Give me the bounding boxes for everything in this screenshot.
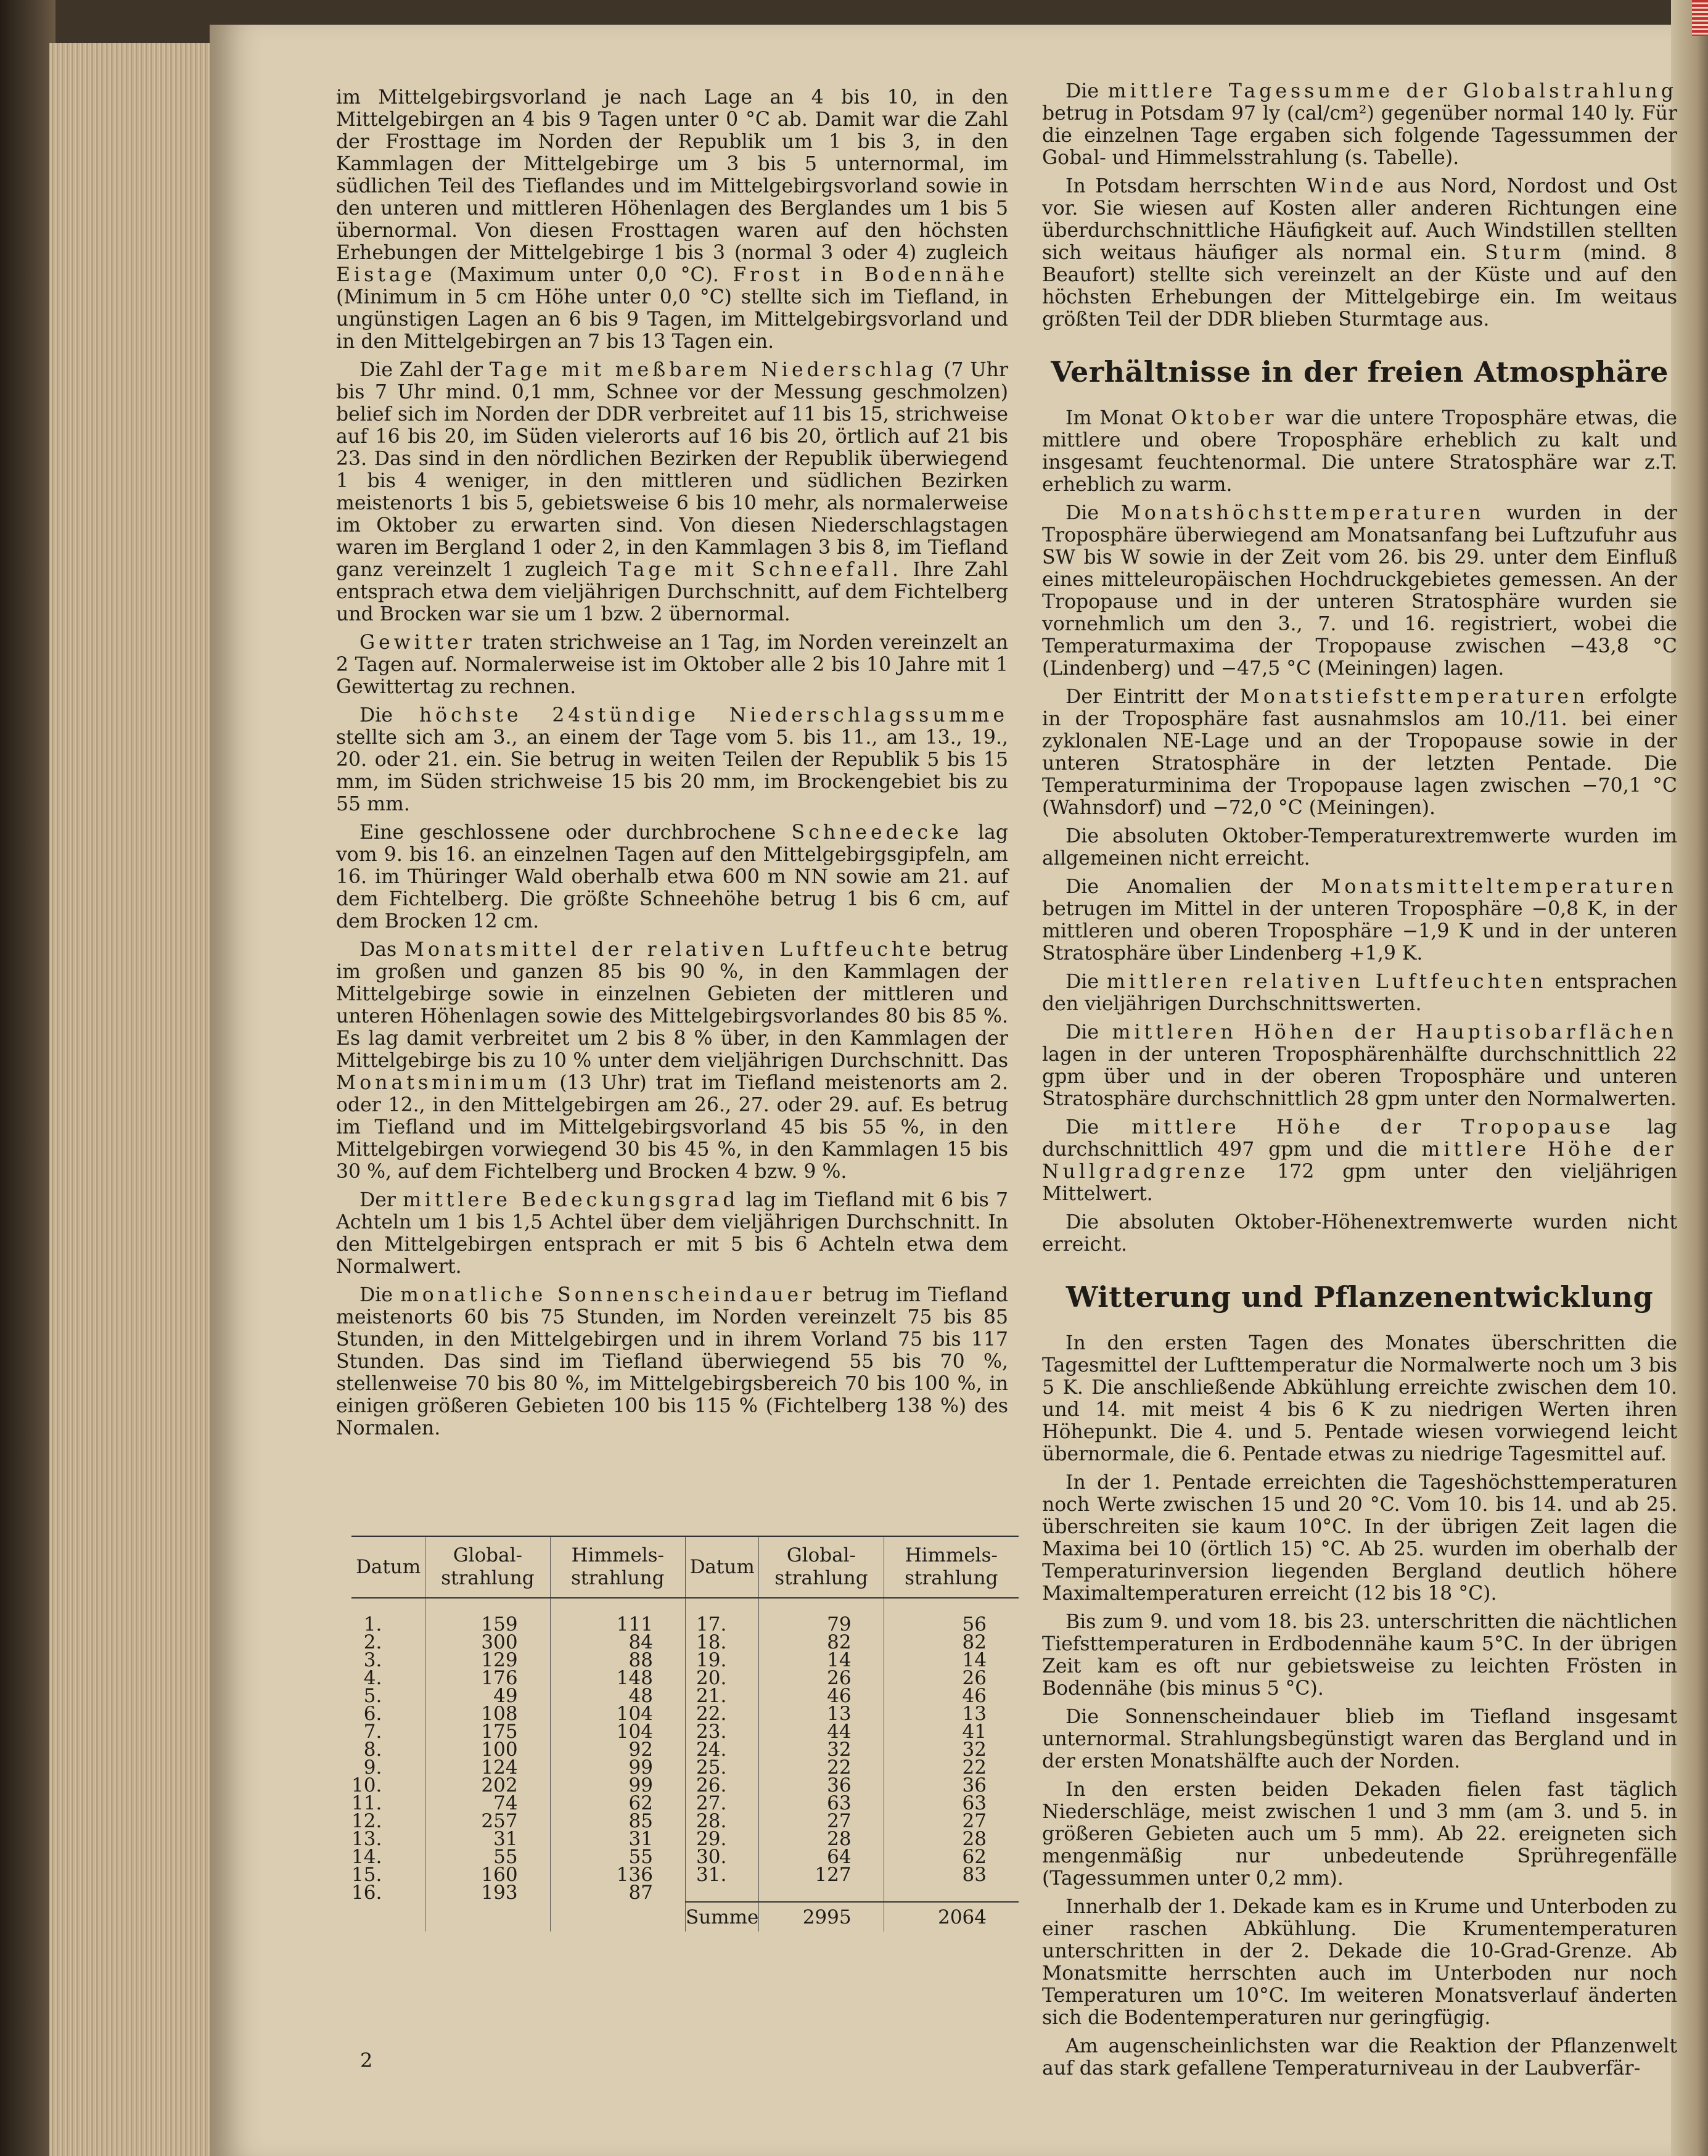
text: war die untere Troposphäre etwas, die mittlere und obere Troposphäre erheblich zu kalt und insgesamt feuchtenormal. Die untere Stratosphäre war z.T. erheblich zu warm. — [1042, 407, 1678, 496]
paragraph-hoechsttemperaturen — [1042, 502, 1677, 680]
spaced-term: Frost in Bodennähe — [733, 264, 1008, 286]
cell-global: 82 — [759, 1634, 884, 1652]
empty-cell — [550, 1902, 685, 1932]
cell-himmel: 92 — [550, 1741, 685, 1759]
cell-global: 175 — [425, 1723, 550, 1741]
spaced-term: mittleren relativen Luftfeuchten — [1106, 971, 1547, 993]
spaced-term: Sturm — [1485, 242, 1565, 264]
text: entsprachen den vieljährigen Durchschnittswerten. — [1042, 971, 1678, 1015]
paragraph-tiefsttemperaturen — [1042, 686, 1677, 819]
cell-global: 202 — [425, 1777, 550, 1795]
table-row — [351, 1705, 1019, 1723]
cell-global: 127 — [759, 1866, 884, 1884]
paragraph-globalstrahlung — [1042, 80, 1677, 169]
cell-himmel: 82 — [884, 1634, 1019, 1652]
cell-sum-global: 2995 — [759, 1902, 884, 1932]
cell-himmel: 104 — [550, 1723, 685, 1741]
cell-himmel: 27 — [884, 1812, 1019, 1830]
cell-datum: 31. — [685, 1866, 758, 1884]
right-text-column — [1042, 80, 1677, 2086]
text: traten strichweise an 1 Tag, im Norden vereinzelt an 2 Tagen auf. Normalerweise ist im Oktober alle 2 bis 10 Jahre mit 1 Gewittertag zu rechnen. — [336, 632, 1008, 698]
table-row — [351, 1830, 1019, 1848]
cell-himmel: 48 — [550, 1687, 685, 1705]
cell-global: 100 — [425, 1741, 550, 1759]
cell-global: 22 — [759, 1759, 884, 1777]
paragraph-temperaturextremwerte: Die absoluten Oktober-Temperaturextremwerte wurden im allgemeinen nicht erreicht. — [1042, 825, 1677, 870]
cell-datum: 6. — [363, 1703, 382, 1725]
spaced-term: Tage mit meßbarem Niederschlag — [489, 359, 937, 381]
text: Der Eintritt der — [1065, 686, 1229, 708]
text: lag durchschnittlich 497 gpm und die — [1042, 1116, 1678, 1161]
paragraph-frost — [336, 86, 1008, 353]
table-row — [351, 1723, 1019, 1741]
cell-datum: 2. — [363, 1631, 382, 1653]
cell-datum — [685, 1884, 758, 1902]
paragraph-bedeckungsgrad — [336, 1189, 1008, 1278]
cell-datum: 4. — [363, 1667, 382, 1689]
table-row — [351, 1777, 1019, 1795]
table-row — [351, 1669, 1019, 1687]
table-row — [351, 1795, 1019, 1812]
spaced-term: mittlere Tagessumme der Globalstrahlung — [1107, 80, 1678, 102]
cell-datum: 9. — [363, 1756, 382, 1779]
text: betrug in Potsdam 97 ly (cal/cm²) gegenüber normal 140 ly. Für die einzelnen Tage ergaben sich folgende Tagessummen der Gobal- und Himmelsstrahlung (s. Tabelle). — [1042, 102, 1677, 169]
cell-datum: 19. — [685, 1652, 758, 1669]
cell-global: 79 — [759, 1598, 884, 1634]
cell-datum: 30. — [685, 1848, 758, 1866]
cell-datum: 13. — [351, 1828, 382, 1850]
ribbon-bookmark — [1692, 0, 1708, 36]
text: Die — [359, 704, 393, 726]
cell-global: 257 — [425, 1812, 550, 1830]
text: Der — [359, 1189, 396, 1211]
cell-datum: 18. — [685, 1634, 758, 1652]
paragraph-tageshoechsttemperaturen: In der 1. Pentade erreichten die Tageshöchsttemperaturen noch Werte zwischen 15 und 20 °C. Vom 10. bis 14. und ab 25. überschreiten sie kaum 10°C. In der übrigen Zeit lagen die Maxima bei 10 (örtlich 15) °C. Ab 25. wurden im oberhalb der Temperaturinversion liegenden Bergland deutlich höhere Maximaltemperaturen erreicht (12 bis 18 °C). — [1042, 1471, 1677, 1605]
text: Eine geschlossene oder durchbrochene — [359, 821, 776, 844]
spaced-term: Monatshöchsttemperaturen — [1120, 502, 1485, 524]
spaced-term: Gewitter — [359, 632, 475, 654]
spaced-term: höchste 24stündige Niederschlagssumme — [419, 704, 1009, 726]
paragraph-isobarflaechen — [1042, 1021, 1677, 1110]
cell-datum: 23. — [685, 1723, 758, 1741]
table-row — [351, 1884, 1019, 1902]
radiation-table — [351, 1536, 1019, 1932]
book-binding-shadow — [0, 0, 55, 2156]
text: Die — [1065, 1116, 1099, 1138]
cell-datum: 1. — [363, 1613, 382, 1636]
text: betrugen im Mittel in der unteren Troposphäre −0,8 K, in der mittleren und oberen Troposphäre −1,9 K und in der unteren Stratosphäre über Lindenberg +1,9 K. — [1042, 898, 1677, 965]
table-row — [351, 1687, 1019, 1705]
cell-himmel: 87 — [550, 1884, 685, 1902]
cell-global: 193 — [425, 1884, 550, 1902]
paragraph-sonnenscheindauer — [336, 1284, 1008, 1439]
paragraph-schneedecke — [336, 821, 1008, 932]
text: (Maximum unter 0,0 °C). — [449, 264, 719, 286]
cell-datum: 27. — [685, 1795, 758, 1812]
cell-global: 176 — [425, 1669, 550, 1687]
table-row — [351, 1598, 1019, 1634]
paragraph-luftfeuchten — [1042, 971, 1677, 1015]
cell-himmel: 55 — [550, 1848, 685, 1866]
cell-global: 32 — [759, 1741, 884, 1759]
text: (7 Uhr bis 7 Uhr mind. 0,1 mm, Schnee vor der Messung geschmolzen) belief sich im Norden der DDR verbreitet auf 11 bis 15, strichweise auf 16 bis 20, im Süden vielerorts auf 16 bis 20, örtlich auf 21 bis 23. Das sind in den nördlichen Bezirken der Republik überwiegend 1 bis 4 weniger, in den mittleren und südlichen Bezirken meistenorts 1 bis 5, gebietsweise 6 bis 10 mehr, als normalerweise im Oktober zu erwarten sind. Von diesen Niederschlagstagen waren im Bergland 1 oder 2, in den Kammlagen 3 bis 8, im Tiefland ganz vereinzelt 1 zugleich — [336, 359, 1009, 581]
cell-himmel: 31 — [550, 1830, 685, 1848]
text: Das — [359, 939, 397, 961]
spaced-term: Oktober — [1171, 407, 1278, 429]
text: lag im Tiefland mit 6 bis 7 Achteln um 1 bis 1,5 Achtel über dem vieljährigen Durchschnitt. In den Mittelgebirgen entsprach er mit 5 bis 6 Achteln etwa dem Normalwert. — [336, 1189, 1008, 1278]
cell-himmel: 136 — [550, 1866, 685, 1884]
spaced-term: Tage mit Schneefall. — [618, 559, 903, 581]
paragraph-tropopause — [1042, 1116, 1677, 1205]
cell-global: 108 — [425, 1705, 550, 1723]
spaced-term: Monatstiefsttemperaturen — [1239, 686, 1589, 708]
paragraph-luftfeuchte — [336, 939, 1008, 1183]
cell-datum: 17. — [685, 1598, 758, 1634]
spaced-term: mittlere Höhe der Tropopause — [1131, 1116, 1614, 1138]
cell-global: 36 — [759, 1777, 884, 1795]
cell-datum: 26. — [685, 1777, 758, 1795]
text: Die — [1065, 502, 1099, 524]
spaced-term: monatliche Sonnenscheindauer — [400, 1284, 816, 1306]
cell-himmel: 14 — [884, 1652, 1019, 1669]
cell-datum: 3. — [363, 1649, 382, 1671]
table-row — [351, 1634, 1019, 1652]
cell-global: 159 — [425, 1598, 550, 1634]
text: Ihre Zahl entsprach etwa dem vieljährigen Durchschnitt, auf dem Fichtelberg und Brocken war sie um 1 bzw. 2 übernormal. — [336, 559, 1008, 625]
cell-global: 55 — [425, 1848, 550, 1866]
paragraph-niederschlag — [336, 359, 1008, 625]
empty-cell — [351, 1902, 425, 1932]
spaced-term: Eistage — [336, 264, 436, 286]
cell-datum: 21. — [685, 1687, 758, 1705]
cell-global: 49 — [425, 1687, 550, 1705]
spaced-term: Monatsmitteltemperaturen — [1321, 876, 1677, 898]
cell-datum: 12. — [351, 1810, 382, 1832]
header-datum: Datum — [351, 1536, 425, 1598]
empty-cell — [425, 1902, 550, 1932]
text: wurden in der Troposphäre überwiegend am Monatsanfang bei Luftzufuhr aus SW bis W sowie in der Zeit vom 26. bis 29. unter dem Einfluß eines mitteleuropäischen Hochdruckgebietes gemessen. An der Tropopause und in der unteren Stratosphäre wurden sie vornehmlich um den 3., 7. und 16. registriert, wobei die Temperaturmaxima der Tropopause zwischen −43,8 °C (Lindenberg) und −47,5 °C (Meiningen) lagen. — [1042, 502, 1678, 680]
cell-global: 13 — [759, 1705, 884, 1723]
cell-datum: 20. — [685, 1669, 758, 1687]
text: Im Monat — [1065, 407, 1164, 429]
paragraph-anomalien — [1042, 876, 1677, 965]
cell-global: 44 — [759, 1723, 884, 1741]
text: lag vom 9. bis 16. an einzelnen Tagen auf den Mittelgebirgsgipfeln, am 16. im Thüringer Wald oberhalb etwa 600 m NN sowie am 21. auf dem Fichtelberg. Die größte Schneehöhe betrug 1 bis 6 cm, auf dem Brocken 12 cm. — [336, 821, 1008, 932]
cell-himmel: 62 — [884, 1848, 1019, 1866]
spaced-term: mittleren Höhen der Hauptisobarflächen — [1112, 1021, 1677, 1043]
cell-himmel: 148 — [550, 1669, 685, 1687]
text: Die — [1065, 80, 1099, 102]
cell-global — [759, 1884, 884, 1902]
paragraph-bodentemperatur: Innerhalb der 1. Dekade kam es in Krume und Unterboden zu einer raschen Abkühlung. Die Krumentemperaturen unterschritten in der 2. Dekade die 10-Grad-Grenze. Ab Monatsmitte herrschten auch im Unterboden nur noch Temperaturen um 10°C. Im weiteren Monatsverlauf änderten sich die Bodentemperaturen nur geringfügig. — [1042, 1896, 1677, 2029]
cell-global: 28 — [759, 1830, 884, 1848]
cell-himmel: 13 — [884, 1705, 1019, 1723]
spaced-term: Monatsminimum — [336, 1072, 551, 1094]
text: betrug im Tiefland meistenorts 60 bis 75 Stunden, im Norden vereinzelt 75 bis 85 Stunden, in den Mittelgebirgen und in ihrem Vorland 75 bis 117 Stunden. Das sind im Tiefland überwiegend 55 bis 70 %, stellenweise 70 bis 80 %, im Mittelgebirgsbereich 70 bis 100 %, in einigen größeren Gebieten 100 bis 115 % (Fichtelberg 138 %) des Normalen. — [336, 1284, 1008, 1439]
text: lagen in der unteren Troposphärenhälfte durchschnittlich 22 gpm über und in der oberen Troposphäre und unteren Stratosphäre durchschnittlich 28 gpm unter den Normalwerten. — [1042, 1043, 1677, 1110]
cell-global: 160 — [425, 1866, 550, 1884]
cell-global: 14 — [759, 1652, 884, 1669]
text: erfolgte in der Troposphäre fast ausnahmslos am 10./11. bei einer zyklonalen NE-Lage und an der Tropopause sowie in der unteren Stratosphäre in der letzten Pentade. Die Temperaturminima der Tropopause lagen zwischen −70,1 °C (Wahnsdorf) und −72,0 °C (Meiningen). — [1042, 686, 1677, 819]
paragraph-sonnenschein: Die Sonnenscheindauer blieb im Tiefland insgesamt unternormal. Strahlungsbegünstigt waren das Bergland und in der ersten Monatshälfte auch der Norden. — [1042, 1706, 1677, 1772]
spaced-term: mittlere Höhe der Nullgradgrenze — [1042, 1138, 1677, 1183]
text: aus Nord, Nordost und Ost vor. Sie wiesen auf Kosten aller anderen Richtungen eine überdurchschnittliche Häufigkeit auf. Auch Windstillen stellten sich weitaus häufiger als normal ein. — [1042, 175, 1677, 264]
cell-himmel: 62 — [550, 1795, 685, 1812]
cell-global: 64 — [759, 1848, 884, 1866]
cell-global: 300 — [425, 1634, 550, 1652]
text: im Mittelgebirgsvorland je nach Lage an 4 bis 10, in den Mittelgebirgen an 4 bis 9 Tagen unter 0 °C ab. Damit war die Zahl der Frosttage im Norden der Republik um 1 bis 3, in den Kammlagen der Mittelgebirge um 3 bis 5 unternormal, im südlichen Teil des Tieflandes und im Mittelgebirgsvorland sowie in den unteren und mittleren Höhenlagen des Berglandes um 1 bis 5 übernormal. Von diesen Frosttagen waren auf den höchsten Erhebungen der Mittelgebirge 1 bis 3 (normal 3 oder 4) zugleich — [336, 86, 1008, 264]
table-sum-row — [351, 1902, 1019, 1932]
text: (13 Uhr) trat im Tiefland meistenorts am 2. oder 12., in den Mittelgebirgen am 26., 27. oder 29. auf. Es betrug im Tiefland und im Mittelgebirgsvorland 45 bis 55 %, in den Mittelgebirgen vorwiegend 30 bis 45 %, in den Kammlagen 15 bis 30 %, auf dem Fichtelberg und Brocken 4 bzw. 9 %. — [336, 1072, 1009, 1183]
paragraph-tiefsttemperaturen-boden: Bis zum 9. und vom 18. bis 23. unterschritten die nächtlichen Tiefsttemperaturen in Erdbodennähe kaum 5°C. In der übrigen Zeit kam es oft nur gebietsweise zu leichten Frösten in Bodennähe (bis minus 5 °C). — [1042, 1611, 1677, 1700]
paragraph-pflanzenwelt: Am augenscheinlichsten war die Reaktion der Pflanzenwelt auf das stark gefallene Temperaturniveau in der Laubverfär- — [1042, 2035, 1677, 2080]
header-himmelsstrahlung: Himmels-strahlung — [884, 1536, 1019, 1598]
cell-himmel: 28 — [884, 1830, 1019, 1848]
cell-sum-himmel: 2064 — [884, 1902, 1019, 1932]
cell-datum: 22. — [685, 1705, 758, 1723]
cell-himmel: 84 — [550, 1634, 685, 1652]
cell-datum: 25. — [685, 1759, 758, 1777]
cell-datum: 14. — [351, 1846, 382, 1868]
text: (Minimum in 5 cm Höhe unter 0,0 °C) stellte sich im Tiefland, in ungünstigen Lagen an 6 bis 9 Tagen, im Mittelgebirgsvorland und in den Mittelgebirgen an 7 bis 13 Tagen ein. — [336, 286, 1008, 353]
paragraph-oktober — [1042, 407, 1677, 496]
section-heading-atmosphaere: Verhältnisse in der freien Atmosphäre — [1051, 355, 1669, 389]
header-globalstrahlung: Global-strahlung — [425, 1536, 550, 1598]
paragraph-gewitter — [336, 632, 1008, 698]
cell-datum: 11. — [351, 1792, 382, 1814]
cell-himmel: 46 — [884, 1687, 1019, 1705]
text: stellte sich am 3., an einem der Tage vom 5. bis 11., am 13., 19., 20. oder 21. ein. Sie betrug in weiten Teilen der Republik 5 bis 15 mm, im Süden strichweise 15 bis 20 mm, im Brockengebiet bis zu 55 mm. — [336, 726, 1008, 815]
paragraph-hoehenextremwerte: Die absoluten Oktober-Höhenextremwerte wurden nicht erreicht. — [1042, 1211, 1677, 1256]
spaced-term: mittlere Bedeckungsgrad — [403, 1189, 739, 1211]
cell-himmel: 32 — [884, 1741, 1019, 1759]
text: Die Anomalien der — [1065, 876, 1293, 898]
cell-datum: 7. — [363, 1721, 382, 1743]
cell-global: 124 — [425, 1759, 550, 1777]
cell-himmel: 88 — [550, 1652, 685, 1669]
cell-datum: 8. — [363, 1738, 382, 1761]
cell-datum: 24. — [685, 1741, 758, 1759]
text: In Potsdam herrschten — [1065, 175, 1297, 197]
cell-himmel: 83 — [884, 1866, 1019, 1884]
text: Die — [1065, 971, 1099, 993]
cell-global: 27 — [759, 1812, 884, 1830]
page-number: 2 — [360, 2049, 373, 2072]
cell-global: 31 — [425, 1830, 550, 1848]
text: (mind. 8 Beaufort) stellte sich vereinzelt an der Küste und auf den höchsten Erhebungen der Mittelgebirge ein. Im weitaus größten Teil der DDR blieben Sturmtage aus. — [1042, 242, 1677, 331]
cell-sum-label: Summe — [685, 1902, 758, 1932]
left-text-column — [336, 86, 1008, 1446]
cell-himmel: 22 — [884, 1759, 1019, 1777]
cell-himmel: 104 — [550, 1705, 685, 1723]
cell-global: 129 — [425, 1652, 550, 1669]
spaced-term: Monatsmittel der relativen Luftfeuchte — [404, 939, 935, 961]
text: 172 gpm unter den vieljährigen Mittelwert. — [1042, 1161, 1678, 1205]
cell-global: 63 — [759, 1795, 884, 1812]
cell-himmel: 111 — [550, 1598, 685, 1634]
text: Die — [1065, 1021, 1099, 1043]
cell-global: 46 — [759, 1687, 884, 1705]
spaced-term: Winde — [1306, 175, 1387, 197]
cell-himmel: 99 — [550, 1759, 685, 1777]
section-heading-witterung: Witterung und Pflanzenentwicklung — [1065, 1280, 1654, 1314]
cell-datum: 16. — [351, 1882, 382, 1904]
paragraph-niederschlagssumme — [336, 704, 1008, 815]
header-globalstrahlung: Global-strahlung — [759, 1536, 884, 1598]
cell-global: 26 — [759, 1669, 884, 1687]
text: betrug im großen und ganzen 85 bis 90 %, in den Kammlagen der Mittelgebirge sowie in einzelnen Gebieten der mittleren und unteren Höhenlagen sowie des Mittelgebirgsvorlandes 80 bis 85 %. Es lag damit verbreitet um 2 bis 8 % über, in den Kammlagen der Mittelgebirge bis zu 10 % unter dem vieljährigen Durchschnitt. Das — [336, 939, 1009, 1072]
table-row — [351, 1866, 1019, 1884]
table-row — [351, 1652, 1019, 1669]
spaced-term: Schneedecke — [791, 821, 963, 844]
page-edges-stack — [49, 43, 234, 2156]
header-himmelsstrahlung: Himmels-strahlung — [550, 1536, 685, 1598]
paragraph-tagesmittel: In den ersten Tagen des Monates überschritten die Tagesmittel der Lufttemperatur die Normalwerte noch um 3 bis 5 K. Die anschließende Abkühlung erreichte zwischen dem 10. und 14. mit meist 4 bis 6 K zu niedrigen Werten ihren Höhepunkt. Die 4. und 5. Pentade wiesen vorwiegend leicht übernormale, die 6. Pentade etwas zu niedrige Tagesmittel auf. — [1042, 1332, 1677, 1465]
text: Die — [359, 1284, 393, 1306]
cell-himmel: 85 — [550, 1812, 685, 1830]
table-row — [351, 1741, 1019, 1759]
cell-global: 74 — [425, 1795, 550, 1812]
cell-datum: 10. — [351, 1774, 382, 1796]
cell-himmel: 26 — [884, 1669, 1019, 1687]
cell-datum: 5. — [363, 1685, 382, 1707]
paragraph-winde — [1042, 175, 1677, 331]
paragraph-niederschlaege: In den ersten beiden Dekaden fielen fast täglich Niederschläge, meist zwischen 1 und 3 mm (am 3. und 5. in größeren Gebieten auch um 5 mm). Ab 22. ereigneten sich mengenmäßig nur unbedeutende Sprühregenfälle (Tagessummen unter 0,2 mm). — [1042, 1779, 1677, 1890]
cell-datum: 15. — [351, 1864, 382, 1886]
header-datum: Datum — [685, 1536, 758, 1598]
text: Die Zahl der — [359, 359, 483, 381]
cell-himmel: 99 — [550, 1777, 685, 1795]
cell-datum: 29. — [685, 1830, 758, 1848]
cell-himmel: 36 — [884, 1777, 1019, 1795]
cell-himmel: 63 — [884, 1795, 1019, 1812]
table-row — [351, 1759, 1019, 1777]
cell-himmel: 41 — [884, 1723, 1019, 1741]
cell-datum: 28. — [685, 1812, 758, 1830]
table-row — [351, 1812, 1019, 1830]
table-header-row — [351, 1536, 1019, 1598]
cell-himmel: 56 — [884, 1598, 1019, 1634]
cell-himmel — [884, 1884, 1019, 1902]
table-row — [351, 1848, 1019, 1866]
